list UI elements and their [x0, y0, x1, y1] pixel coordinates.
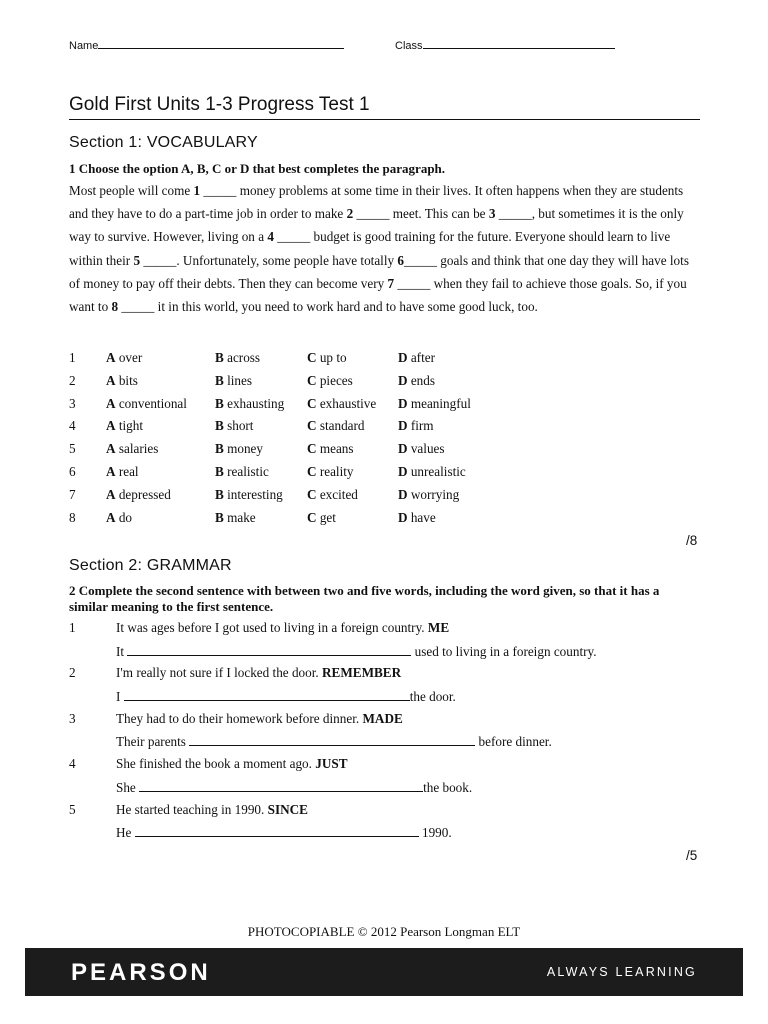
- option-text: standard: [316, 418, 365, 434]
- option-text: bits: [115, 372, 138, 388]
- option-letter: C: [307, 486, 317, 502]
- tagline: ALWAYS LEARNING: [546, 965, 697, 979]
- answer-blank[interactable]: [127, 643, 411, 656]
- option-letter: B: [215, 418, 224, 434]
- option-text: do: [115, 509, 133, 525]
- option-letter: C: [307, 395, 317, 411]
- option-letter: D: [398, 350, 408, 365]
- copyright-notice: PHOTOCOPIABLE © 2012 Pearson Longman ELT: [247, 924, 521, 939]
- option-letter: C: [307, 418, 317, 434]
- option-letter: A: [106, 395, 116, 411]
- paragraph-text: Most people will come: [69, 183, 194, 198]
- option-letter: C: [307, 464, 317, 479]
- gap-number: 3: [488, 206, 496, 222]
- option-number: 3: [69, 395, 76, 411]
- gap-number: 2: [346, 206, 354, 222]
- option-c[interactable]: [307, 418, 365, 434]
- grammar-item-number: 3: [69, 710, 76, 726]
- section2-heading-prefix: Section 2:: [69, 557, 147, 574]
- answer-blank[interactable]: [189, 733, 475, 746]
- grammar-answer-line: [116, 779, 472, 796]
- section2-heading: [69, 557, 232, 575]
- option-letter: B: [215, 395, 224, 411]
- option-b[interactable]: [215, 373, 252, 389]
- option-text: lines: [223, 372, 253, 388]
- option-c[interactable]: [307, 487, 358, 503]
- grammar-item-number: 1: [69, 620, 76, 635]
- option-text: make: [223, 509, 256, 525]
- option-b[interactable]: [215, 441, 263, 457]
- option-letter: C: [307, 509, 317, 525]
- answer-end: 1990.: [418, 825, 452, 841]
- option-b[interactable]: [215, 350, 260, 366]
- option-c[interactable]: [307, 350, 347, 366]
- option-text: get: [316, 509, 336, 525]
- name-field[interactable]: [69, 38, 344, 52]
- option-letter: A: [106, 464, 116, 479]
- option-c[interactable]: [307, 441, 354, 457]
- gap-number: 4: [267, 229, 274, 245]
- option-text: exhaustive: [316, 395, 377, 411]
- option-a[interactable]: [106, 464, 139, 480]
- option-row: [69, 418, 709, 440]
- option-c[interactable]: [307, 464, 354, 480]
- section2-score: /5: [686, 848, 698, 863]
- option-letter: C: [307, 350, 317, 365]
- paragraph-text: _____, but sometimes it is the only way to survive. However, living on a: [69, 206, 684, 245]
- option-text: realistic: [223, 464, 269, 479]
- paragraph-text: _____. Unfortunately, some people have totally: [140, 252, 398, 268]
- option-b[interactable]: [215, 418, 253, 434]
- grammar-sentence: [116, 756, 348, 772]
- option-row: [69, 373, 709, 395]
- option-number: 7: [69, 486, 76, 502]
- sentence-text: He started teaching in 1990.: [116, 801, 268, 817]
- paragraph-text: _____ when they fail to achieve those goals. So, if you want to: [69, 275, 687, 315]
- option-row: [69, 441, 709, 463]
- option-text: reality: [316, 464, 354, 479]
- option-text: over: [115, 350, 143, 365]
- option-a[interactable]: [106, 418, 143, 434]
- option-text: excited: [316, 486, 358, 502]
- grammar-sentence: [116, 802, 308, 818]
- grammar-answer-line: [116, 688, 456, 705]
- option-letter: A: [106, 486, 116, 502]
- option-a[interactable]: [106, 350, 142, 366]
- option-letter: B: [215, 350, 224, 365]
- answer-end: the book.: [423, 779, 473, 795]
- paragraph-text: _____ it in this world, you need to work hard and to have some good luck, too.: [118, 299, 538, 315]
- key-word: ME: [427, 620, 450, 635]
- option-d[interactable]: [398, 373, 435, 389]
- option-c[interactable]: [307, 510, 336, 526]
- option-text: money: [223, 441, 263, 457]
- gap-number: 8: [111, 299, 119, 315]
- grammar-sentence: [116, 665, 401, 681]
- option-letter: B: [215, 509, 224, 525]
- pearson-logo: PEARSON: [71, 959, 211, 986]
- option-text: means: [316, 441, 354, 457]
- option-text: have: [407, 509, 436, 525]
- answer-start: Their parents: [116, 734, 190, 750]
- section2-heading-word: GRAMMAR: [146, 557, 232, 574]
- name-label: Name: [69, 40, 99, 52]
- title-divider: [69, 119, 700, 120]
- option-letter: C: [307, 441, 317, 457]
- option-number: 2: [69, 372, 76, 388]
- footer-bar: [25, 948, 743, 996]
- option-letter: C: [307, 372, 317, 388]
- grammar-item-number: 5: [69, 801, 76, 817]
- option-text: meaningful: [407, 395, 471, 411]
- option-b[interactable]: [215, 487, 283, 503]
- class-blank[interactable]: [423, 38, 615, 49]
- option-letter: A: [106, 441, 116, 457]
- section1-heading-word: VOCABULARY: [146, 134, 258, 151]
- option-letter: A: [106, 372, 116, 388]
- answer-blank[interactable]: [124, 688, 410, 701]
- option-text: after: [407, 350, 435, 365]
- option-d[interactable]: [398, 464, 466, 480]
- vocabulary-paragraph: [69, 179, 701, 318]
- answer-end: before dinner.: [475, 734, 552, 750]
- answer-end: used to living in a foreign country.: [411, 643, 597, 659]
- option-d[interactable]: [398, 487, 459, 503]
- paragraph-text: _____ goals and think that one day they will have lots of money to pay off their debts. Then they can become very: [69, 252, 689, 291]
- grammar-sentence: [116, 711, 403, 727]
- option-text: firm: [407, 418, 434, 434]
- key-word: SINCE: [267, 801, 308, 817]
- grammar-answer-line: [116, 643, 597, 660]
- option-row: [69, 464, 709, 486]
- option-text: up to: [316, 350, 347, 365]
- option-text: depressed: [115, 486, 171, 502]
- option-letter: D: [398, 486, 408, 502]
- option-row: [69, 510, 709, 532]
- option-a[interactable]: [106, 510, 132, 526]
- class-label: Class: [395, 40, 423, 52]
- class-field[interactable]: [395, 38, 615, 52]
- grammar-sentence: [116, 620, 449, 636]
- sentence-text: She finished the book a moment ago.: [116, 756, 316, 772]
- option-text: worrying: [407, 486, 460, 502]
- key-word: JUST: [315, 756, 348, 772]
- sentence-text: It was ages before I got used to living in a foreign country.: [116, 620, 428, 635]
- section1-heading-prefix: Section 1:: [69, 134, 147, 151]
- option-letter: B: [215, 486, 224, 502]
- paragraph-text: _____ money problems at some time in their lives. It often happens when they are students and they have to do a part-time job in order to make: [69, 183, 684, 222]
- option-row: [69, 350, 709, 372]
- name-blank[interactable]: [98, 38, 344, 49]
- option-letter: D: [398, 372, 408, 388]
- key-word: REMEMBER: [322, 665, 402, 681]
- option-number: 5: [69, 441, 76, 457]
- option-letter: A: [106, 350, 116, 365]
- option-text: unrealistic: [407, 464, 466, 479]
- option-letter: D: [398, 509, 408, 525]
- option-text: salaries: [115, 441, 159, 457]
- option-letter: D: [398, 418, 408, 434]
- option-text: values: [407, 441, 445, 457]
- answer-start: She: [116, 779, 140, 795]
- option-text: exhausting: [223, 395, 285, 411]
- option-number: 4: [69, 418, 76, 434]
- option-letter: D: [398, 441, 408, 457]
- gap-number: 6: [397, 252, 404, 268]
- option-a[interactable]: [106, 396, 187, 412]
- paragraph-text: _____ meet. This can be: [353, 206, 489, 222]
- option-d[interactable]: [398, 510, 436, 526]
- section1-score: /8: [686, 533, 698, 548]
- option-letter: B: [215, 464, 224, 479]
- option-letter: D: [398, 464, 408, 479]
- answer-end: the door.: [409, 689, 456, 704]
- option-text: conventional: [115, 395, 187, 411]
- option-text: interesting: [223, 486, 283, 502]
- option-b[interactable]: [215, 396, 284, 412]
- sentence-text: They had to do their homework before dinner.: [116, 710, 363, 726]
- option-a[interactable]: [106, 487, 171, 503]
- gap-number: 7: [387, 275, 395, 291]
- option-a[interactable]: [106, 373, 138, 389]
- answer-blank[interactable]: [139, 779, 423, 792]
- option-number: 6: [69, 464, 76, 479]
- option-d[interactable]: [398, 350, 435, 366]
- grammar-answer-line: [116, 733, 552, 750]
- gap-number: 5: [133, 252, 141, 268]
- option-a[interactable]: [106, 441, 158, 457]
- sentence-text: I'm really not sure if I locked the door.: [116, 665, 322, 681]
- paragraph-text: _____ budget is good training for the future. Everyone should learn to live within their: [69, 229, 671, 268]
- answer-start: I: [116, 689, 124, 704]
- option-letter: B: [215, 372, 224, 388]
- option-letter: D: [398, 395, 408, 411]
- option-text: across: [223, 350, 261, 365]
- option-c[interactable]: [307, 396, 376, 412]
- option-letter: A: [106, 509, 116, 525]
- option-number: 8: [69, 509, 76, 525]
- option-row: [69, 396, 709, 418]
- option-text: short: [223, 418, 254, 434]
- grammar-item-number: 2: [69, 665, 76, 681]
- gap-number: 1: [193, 183, 201, 198]
- option-d[interactable]: [398, 441, 445, 457]
- option-d[interactable]: [398, 396, 471, 412]
- option-d[interactable]: [398, 418, 434, 434]
- grammar-item-number: 4: [69, 756, 76, 772]
- section1-instruction: 1 Choose the option A, B, C or D that best completes the paragraph.: [69, 161, 446, 176]
- answer-blank[interactable]: [135, 824, 419, 837]
- option-b[interactable]: [215, 510, 256, 526]
- option-number: 1: [69, 350, 76, 365]
- key-word: MADE: [362, 710, 403, 726]
- option-text: real: [115, 464, 139, 479]
- option-c[interactable]: [307, 373, 353, 389]
- option-b[interactable]: [215, 464, 269, 480]
- answer-start: It: [116, 643, 128, 659]
- option-row: [69, 487, 709, 509]
- section2-instruction: 2 Complete the second sentence with between two and five words, including the word given, so that it has a similar meaning to the first sentence.: [69, 583, 660, 614]
- option-text: pieces: [316, 372, 353, 388]
- page-title: Gold First Units 1-3 Progress Test 1: [69, 94, 370, 115]
- answer-start: He: [116, 825, 135, 841]
- option-text: tight: [115, 418, 144, 434]
- grammar-answer-line: [116, 824, 452, 841]
- section1-heading: [69, 134, 258, 152]
- option-letter: A: [106, 418, 116, 434]
- option-text: ends: [407, 372, 436, 388]
- option-letter: B: [215, 441, 224, 457]
